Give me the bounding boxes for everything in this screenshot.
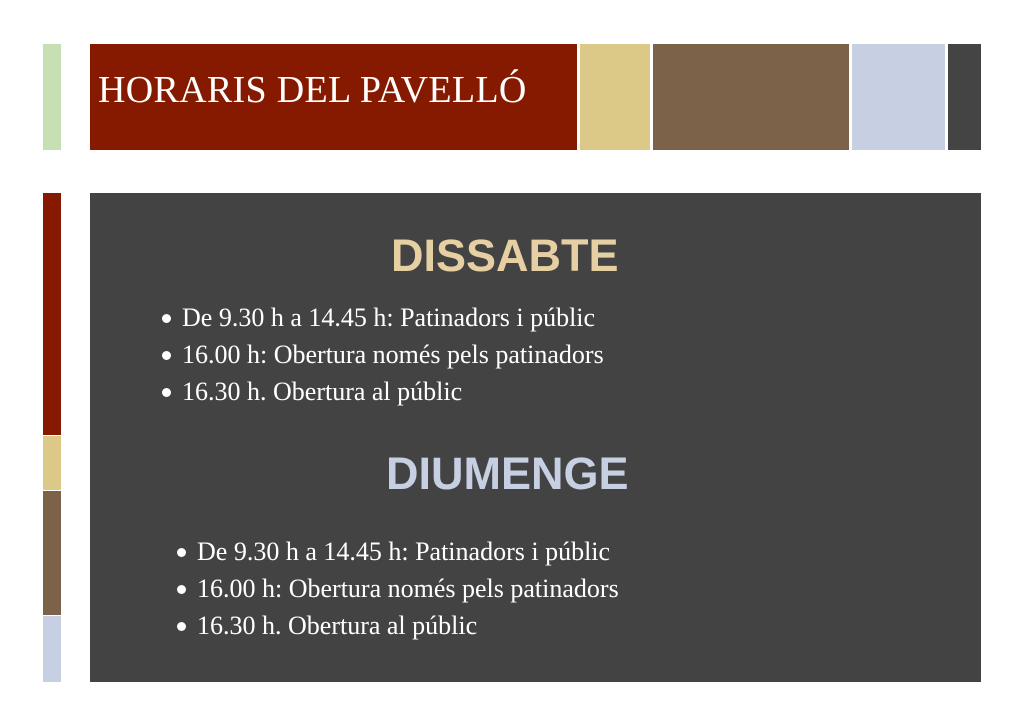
list-item: De 9.30 h a 14.45 h: Patinadors i públic	[160, 299, 604, 336]
header-block-dark	[948, 44, 981, 150]
list-item: De 9.30 h a 14.45 h: Patinadors i públic	[175, 533, 619, 570]
list-item: 16.30 h. Obertura al públic	[160, 373, 604, 410]
page-title: HORARIS DEL PAVELLÓ	[98, 69, 527, 111]
list-item: 16.00 h: Obertura només pels patinadors	[160, 336, 604, 373]
schedule-panel	[90, 193, 981, 682]
left-accent-green	[43, 44, 61, 150]
left-accent-gold	[43, 436, 61, 490]
left-accent-brown	[43, 491, 61, 615]
sunday-heading: DIUMENGE	[386, 448, 629, 499]
left-accent-red	[43, 193, 61, 435]
list-item: 16.00 h: Obertura només pels patinadors	[175, 570, 619, 607]
saturday-heading: DISSABTE	[391, 230, 619, 281]
saturday-schedule-list	[160, 299, 604, 410]
left-accent-blue	[43, 616, 61, 682]
header-block-brown	[653, 44, 849, 150]
header-block-gold	[580, 44, 650, 150]
list-item: 16.30 h. Obertura al públic	[175, 607, 619, 644]
header-block-blue	[852, 44, 945, 150]
sunday-schedule-list	[175, 533, 619, 644]
